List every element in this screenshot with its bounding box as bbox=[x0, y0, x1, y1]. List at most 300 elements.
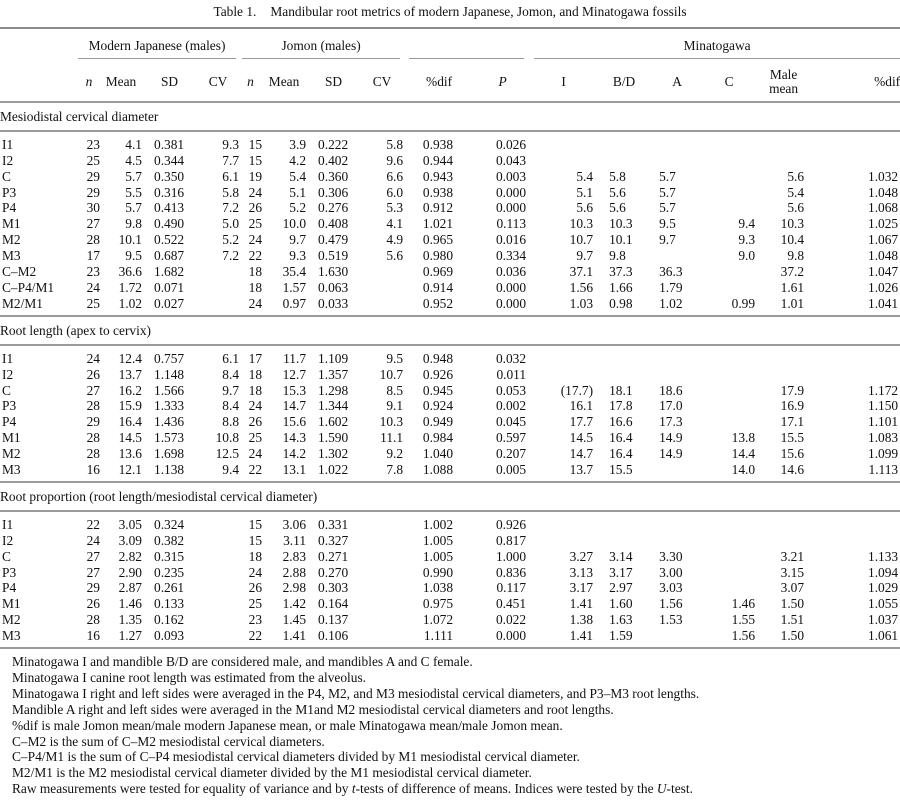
table-cell: 0.005 bbox=[495, 462, 527, 478]
table-cell: 3.11 bbox=[283, 532, 307, 548]
column-header: Male mean bbox=[769, 66, 799, 97]
table-cell: 3.07 bbox=[780, 580, 805, 596]
table-cell: 1.000 bbox=[495, 548, 527, 564]
table-cell: 0.757 bbox=[154, 350, 185, 366]
table-cell: 19 bbox=[248, 168, 263, 184]
table-cell: 22 bbox=[248, 248, 263, 264]
table-cell: 17.7 bbox=[569, 414, 594, 430]
table-cell: 16 bbox=[86, 628, 100, 644]
table-cell: 1.61 bbox=[780, 279, 805, 295]
table-cell: 1.005 bbox=[422, 532, 454, 548]
table-cell: 15.5 bbox=[609, 462, 633, 478]
table-cell: 9.7 bbox=[659, 232, 676, 248]
table-cell: 0.479 bbox=[318, 232, 349, 248]
table-cell: 0.334 bbox=[495, 248, 527, 264]
table-row bbox=[0, 280, 900, 296]
table-row bbox=[0, 511, 900, 533]
row-label: M2 bbox=[2, 446, 21, 462]
table-cell: 1.109 bbox=[318, 350, 349, 366]
table-cell: 2.87 bbox=[118, 580, 142, 596]
table-cell: 10.0 bbox=[282, 216, 307, 232]
section-header-row bbox=[0, 316, 900, 345]
table-cell: 1.57 bbox=[282, 279, 307, 295]
table-cell bbox=[361, 549, 403, 565]
footnote-part: t bbox=[351, 781, 356, 797]
table-cell: 1.048 bbox=[868, 184, 899, 200]
table-cell bbox=[361, 596, 403, 612]
table-cell bbox=[530, 367, 597, 383]
table-cell: 3.27 bbox=[569, 548, 594, 564]
table-cell: 9.7 bbox=[576, 248, 594, 264]
table-cell bbox=[755, 533, 812, 549]
table-cell: 9.5 bbox=[659, 216, 676, 232]
table-cell: 1.040 bbox=[422, 446, 454, 462]
table-cell: 25 bbox=[248, 216, 263, 232]
footnote-part: -test. bbox=[666, 781, 693, 797]
table-cell: 1.032 bbox=[868, 168, 899, 184]
group-jomon: Jomon (males) bbox=[239, 28, 403, 63]
table-cell: 29 bbox=[86, 580, 100, 596]
table-cell: 0.949 bbox=[422, 414, 454, 430]
table-cell: 17.9 bbox=[780, 382, 805, 398]
table-cell: 0.597 bbox=[495, 430, 527, 446]
table-cell: 0.331 bbox=[318, 516, 349, 532]
table-cell bbox=[530, 153, 597, 169]
table-cell bbox=[812, 131, 900, 153]
row-label: M2 bbox=[2, 232, 21, 248]
row-label: M2/M1 bbox=[2, 295, 43, 311]
column-header: %dif bbox=[874, 74, 900, 90]
table-cell: 9.7 bbox=[222, 382, 240, 398]
table-cell: 0.027 bbox=[154, 295, 185, 311]
table-cell: 14.5 bbox=[569, 430, 594, 446]
table-row bbox=[0, 345, 900, 367]
table-cell: 1.50 bbox=[780, 628, 805, 644]
table-cell: 13.6 bbox=[118, 446, 142, 462]
footnote: Minatogawa I right and left sides were averaged in the P4, M2, and M3 mesiodistal cervical diameters, and P3–M3 root lengths. bbox=[12, 685, 700, 701]
table-cell: 1.55 bbox=[731, 612, 756, 628]
table-cell: 0.000 bbox=[495, 295, 527, 311]
table-cell: 24 bbox=[86, 532, 100, 548]
table-cell: 1.41 bbox=[569, 596, 594, 612]
table-cell bbox=[530, 345, 597, 367]
table-row bbox=[0, 430, 900, 446]
table-cell: 1.72 bbox=[118, 279, 142, 295]
table-cell: 15.3 bbox=[282, 382, 307, 398]
table-cell: 9.5 bbox=[125, 248, 142, 264]
table-cell: 0.97 bbox=[282, 295, 307, 311]
table-cell: 1.099 bbox=[868, 446, 899, 462]
table-cell: 2.82 bbox=[118, 548, 142, 564]
table-cell: 18 bbox=[248, 366, 263, 382]
table-cell bbox=[361, 296, 403, 316]
table-cell: 22 bbox=[86, 516, 100, 532]
table-cell: 25 bbox=[248, 430, 263, 446]
table-cell: 0.945 bbox=[422, 382, 454, 398]
table-cell: 1.302 bbox=[318, 446, 349, 462]
table-cell: 1.148 bbox=[154, 366, 185, 382]
row-label: P4 bbox=[2, 200, 17, 216]
table-cell: 5.4 bbox=[289, 168, 307, 184]
table-cell: 7.8 bbox=[386, 462, 404, 478]
table-cell: 1.101 bbox=[868, 414, 899, 430]
group-minatogawa: Minatogawa bbox=[530, 28, 900, 63]
table-cell: 24 bbox=[248, 398, 263, 414]
table-cell: 0.451 bbox=[495, 596, 527, 612]
table-cell: 5.4 bbox=[576, 168, 594, 184]
table-cell: 1.03 bbox=[569, 295, 594, 311]
table-cell: 1.02 bbox=[118, 295, 142, 311]
table-cell: 24 bbox=[86, 350, 100, 366]
row-label: I2 bbox=[2, 366, 14, 382]
table-cell: 18.6 bbox=[659, 382, 683, 398]
table-cell bbox=[755, 345, 812, 367]
table-title: Mandibular root metrics of modern Japanese, Jomon, and Minatogawa fossils bbox=[270, 4, 687, 19]
table-cell: 37.2 bbox=[780, 264, 805, 280]
table-cell: 0.98 bbox=[609, 295, 633, 311]
column-header: n bbox=[247, 74, 254, 90]
table-cell: 1.067 bbox=[868, 232, 899, 248]
table-cell: 7.2 bbox=[222, 200, 240, 216]
table-cell: 1.51 bbox=[780, 612, 805, 628]
table-cell: 0.222 bbox=[318, 136, 349, 152]
table-cell: 8.4 bbox=[222, 366, 240, 382]
table-cell: 0.943 bbox=[422, 168, 454, 184]
table-cell: 1.66 bbox=[609, 279, 633, 295]
table-footnotes bbox=[12, 654, 892, 797]
table-cell: 27 bbox=[86, 548, 100, 564]
table-cell bbox=[812, 345, 900, 367]
table-cell: 29 bbox=[86, 414, 100, 430]
table-cell: 1.333 bbox=[154, 398, 185, 414]
table-cell: 0.324 bbox=[154, 516, 185, 532]
table-row bbox=[0, 628, 900, 648]
table-cell: 14.3 bbox=[282, 430, 307, 446]
column-header-row bbox=[0, 63, 900, 102]
group-modern-japanese: Modern Japanese (males) bbox=[78, 28, 239, 63]
table-cell bbox=[361, 580, 403, 596]
table-cell: 16.4 bbox=[118, 414, 142, 430]
table-cell: 10.1 bbox=[118, 232, 142, 248]
table-cell: 0.026 bbox=[495, 136, 527, 152]
table-cell: 5.7 bbox=[125, 168, 142, 184]
table-cell: 6.6 bbox=[386, 168, 404, 184]
table-cell: 1.59 bbox=[609, 628, 633, 644]
table-cell: 4.1 bbox=[386, 216, 404, 232]
section-title: Root length (apex to cervix) bbox=[0, 322, 151, 338]
row-label: P4 bbox=[2, 414, 17, 430]
table-cell: 5.8 bbox=[222, 184, 240, 200]
table-row bbox=[0, 296, 900, 316]
table-cell: 22 bbox=[248, 628, 263, 644]
row-label: I1 bbox=[2, 350, 14, 366]
footnote: Minatogawa I and mandible B/D are considered male, and mandibles A and C female. bbox=[12, 654, 473, 669]
table-cell: 10.3 bbox=[780, 216, 805, 232]
table-row bbox=[0, 169, 900, 185]
table-cell bbox=[651, 367, 703, 383]
table-cell bbox=[197, 580, 239, 596]
table-cell: 28 bbox=[86, 446, 100, 462]
footnote: Minatogawa I canine root length was estimated from the alveolus. bbox=[12, 669, 367, 685]
table-cell bbox=[197, 549, 239, 565]
table-cell: 4.5 bbox=[125, 152, 142, 168]
table-cell: 0.687 bbox=[154, 248, 185, 264]
table-cell bbox=[361, 280, 403, 296]
table-cell: 1.45 bbox=[282, 612, 307, 628]
row-label: P4 bbox=[2, 580, 17, 596]
table-cell: 1.072 bbox=[422, 612, 454, 628]
column-header: SD bbox=[324, 74, 343, 90]
table-cell: 18.1 bbox=[609, 382, 633, 398]
table-cell: 0.000 bbox=[495, 200, 527, 216]
table-cell: 2.88 bbox=[282, 564, 307, 580]
table-cell: 0.270 bbox=[318, 564, 349, 580]
table-cell: 10.1 bbox=[609, 232, 633, 248]
table-cell bbox=[703, 580, 755, 596]
table-cell: 0.000 bbox=[495, 628, 527, 644]
table-cell: 9.5 bbox=[386, 350, 404, 366]
table-cell: 24 bbox=[248, 564, 263, 580]
table-cell bbox=[197, 296, 239, 316]
table-cell: 15.6 bbox=[780, 446, 805, 462]
footnote-part: -tests of difference of means. Indices were tested by the bbox=[355, 781, 657, 797]
table-cell: 1.590 bbox=[318, 430, 349, 446]
table-cell: 12.7 bbox=[282, 366, 307, 382]
table-row bbox=[0, 248, 900, 264]
table-cell: 8.4 bbox=[222, 398, 240, 414]
table-cell: 1.055 bbox=[868, 596, 899, 612]
table-cell: 0.327 bbox=[318, 532, 349, 548]
table-cell: 15 bbox=[248, 532, 263, 548]
table-cell: 9.8 bbox=[787, 248, 805, 264]
table-row bbox=[0, 414, 900, 430]
table-cell: 4.1 bbox=[125, 136, 142, 152]
table-cell: 25 bbox=[86, 295, 100, 311]
row-label: C–P4/M1 bbox=[2, 279, 55, 295]
table-cell: 16.9 bbox=[780, 398, 805, 414]
table-cell: 15 bbox=[248, 136, 263, 152]
table-cell bbox=[755, 367, 812, 383]
table-cell: 0.344 bbox=[154, 152, 185, 168]
table-cell: 1.27 bbox=[118, 628, 142, 644]
table-cell: 5.8 bbox=[386, 136, 404, 152]
table-row bbox=[0, 131, 900, 153]
table-cell: 0.948 bbox=[422, 350, 454, 366]
table-cell: 1.53 bbox=[659, 612, 683, 628]
table-cell bbox=[703, 533, 755, 549]
table-cell: 14.4 bbox=[731, 446, 756, 462]
table-cell: 14.5 bbox=[118, 430, 142, 446]
table-cell: 0.235 bbox=[154, 564, 185, 580]
table-cell bbox=[703, 280, 755, 296]
table-cell: 8.8 bbox=[222, 414, 240, 430]
table-row bbox=[0, 580, 900, 596]
table-cell: 1.138 bbox=[154, 462, 185, 478]
table-cell: 10.8 bbox=[215, 430, 240, 446]
table-cell: 0.914 bbox=[422, 279, 454, 295]
table-cell: 36.3 bbox=[659, 264, 683, 280]
table-cell bbox=[597, 367, 651, 383]
table-cell: 0.99 bbox=[731, 295, 756, 311]
table-cell: 0.207 bbox=[495, 446, 527, 462]
table-cell: 1.002 bbox=[422, 516, 454, 532]
column-header: P bbox=[498, 74, 507, 90]
table-cell: 17.3 bbox=[659, 414, 683, 430]
table-cell: 0.944 bbox=[422, 152, 454, 168]
column-header: %dif bbox=[426, 74, 453, 90]
table-cell: 6.0 bbox=[386, 184, 404, 200]
table-cell: 7.2 bbox=[222, 248, 240, 264]
table-cell: 18 bbox=[248, 382, 263, 398]
table-cell: 0.016 bbox=[495, 232, 527, 248]
table-cell: 0.045 bbox=[495, 414, 527, 430]
table-row bbox=[0, 216, 900, 232]
row-label: I2 bbox=[2, 532, 14, 548]
table-cell bbox=[812, 153, 900, 169]
table-cell: 27 bbox=[86, 216, 100, 232]
table-cell: 1.56 bbox=[731, 628, 756, 644]
table-cell: 0.113 bbox=[496, 216, 527, 232]
footnote: Mandible A right and left sides were averaged in the M1and M2 mesiodistal cervical diameters and root lengths. bbox=[12, 701, 614, 717]
table-cell: 7.7 bbox=[222, 152, 240, 168]
table-cell: 1.357 bbox=[318, 366, 349, 382]
table-cell: 5.6 bbox=[576, 200, 594, 216]
table-cell: 14.7 bbox=[282, 398, 307, 414]
table-cell: 5.6 bbox=[609, 184, 626, 200]
table-cell: 25 bbox=[248, 596, 263, 612]
table-cell bbox=[197, 596, 239, 612]
table-cell bbox=[361, 533, 403, 549]
table-cell: 0.817 bbox=[495, 532, 527, 548]
table-cell: 0.162 bbox=[154, 612, 185, 628]
footnote: M2/M1 is the M2 mesiodistal cervical diameter divided by the M1 mesiodistal cervical diameter. bbox=[12, 765, 532, 781]
table-cell: 1.005 bbox=[422, 548, 454, 564]
column-header: n bbox=[85, 74, 93, 90]
table-cell: 3.13 bbox=[569, 564, 594, 580]
row-label: C bbox=[2, 382, 11, 398]
table-cell: 0.003 bbox=[495, 168, 527, 184]
table-cell: 26 bbox=[86, 366, 100, 382]
table-cell bbox=[755, 131, 812, 153]
table-cell bbox=[812, 367, 900, 383]
table-cell: 1.298 bbox=[318, 382, 349, 398]
table-cell bbox=[703, 367, 755, 383]
table-cell: 0.360 bbox=[318, 168, 349, 184]
group-header-row bbox=[0, 28, 900, 63]
root-metrics-table bbox=[0, 27, 900, 649]
table-cell: 1.038 bbox=[422, 580, 454, 596]
table-cell: 4.2 bbox=[289, 152, 307, 168]
table-cell bbox=[651, 248, 703, 264]
row-label: C bbox=[2, 168, 11, 184]
table-cell: 0.975 bbox=[422, 596, 454, 612]
table-cell: 0.984 bbox=[422, 430, 454, 446]
table-cell: 0.490 bbox=[154, 216, 185, 232]
table-cell bbox=[703, 264, 755, 280]
table-cell: 2.83 bbox=[282, 548, 307, 564]
table-cell: 0.938 bbox=[422, 136, 454, 152]
table-cell: 0.408 bbox=[318, 216, 349, 232]
table-cell bbox=[197, 628, 239, 648]
table-cell bbox=[812, 533, 900, 549]
column-header: Mean bbox=[105, 74, 137, 90]
table-cell: 9.7 bbox=[289, 232, 307, 248]
table-cell: 17.8 bbox=[609, 398, 633, 414]
table-cell: 5.7 bbox=[659, 184, 676, 200]
table-cell bbox=[703, 153, 755, 169]
table-cell: 0.350 bbox=[154, 168, 185, 184]
table-cell: 0.106 bbox=[318, 628, 349, 644]
table-cell: 1.46 bbox=[731, 596, 756, 612]
table-cell: 23 bbox=[86, 264, 100, 280]
table-cell: 9.0 bbox=[738, 248, 756, 264]
table-cell: 9.3 bbox=[738, 232, 756, 248]
table-cell: 0.022 bbox=[495, 612, 527, 628]
column-header: CV bbox=[372, 74, 392, 90]
table-cell: 24 bbox=[248, 184, 263, 200]
column-header: SD bbox=[160, 74, 179, 90]
table-cell: 14.2 bbox=[282, 446, 307, 462]
row-label: M3 bbox=[2, 628, 21, 644]
table-cell: 35.4 bbox=[282, 264, 307, 280]
table-cell: 18 bbox=[248, 264, 263, 280]
table-row bbox=[0, 264, 900, 280]
table-cell: 23 bbox=[86, 136, 100, 152]
table-cell bbox=[651, 345, 703, 367]
table-cell: 10.7 bbox=[569, 232, 594, 248]
table-cell: 0.011 bbox=[496, 366, 527, 382]
table-cell: 0.053 bbox=[495, 382, 527, 398]
row-label: I1 bbox=[2, 136, 14, 152]
table-cell bbox=[597, 533, 651, 549]
footnote-part: U bbox=[656, 781, 667, 797]
table-cell: 26 bbox=[248, 414, 263, 430]
table-cell: 3.15 bbox=[780, 564, 805, 580]
table-cell: 3.09 bbox=[118, 532, 142, 548]
table-cell: 0.402 bbox=[318, 152, 349, 168]
table-cell: 9.3 bbox=[289, 248, 307, 264]
row-label: M3 bbox=[2, 462, 21, 478]
table-cell: 0.033 bbox=[318, 295, 349, 311]
table-cell: 1.41 bbox=[282, 628, 307, 644]
table-cell: 3.9 bbox=[289, 136, 307, 152]
table-cell bbox=[703, 511, 755, 533]
table-cell: 0.965 bbox=[422, 232, 454, 248]
table-cell bbox=[530, 511, 597, 533]
table-cell bbox=[703, 549, 755, 565]
table-cell: 0.261 bbox=[154, 580, 185, 596]
table-cell: 14.6 bbox=[780, 462, 805, 478]
table-cell: 5.7 bbox=[659, 200, 676, 216]
table-cell: 5.0 bbox=[222, 216, 240, 232]
section-title: Mesiodistal cervical diameter bbox=[0, 108, 159, 124]
table-cell bbox=[755, 511, 812, 533]
table-cell: 0.063 bbox=[318, 279, 349, 295]
table-cell: 6.1 bbox=[222, 168, 240, 184]
table-cell: 1.037 bbox=[868, 612, 899, 628]
table-cell: 1.79 bbox=[659, 279, 683, 295]
table-cell: 36.6 bbox=[118, 264, 142, 280]
table-cell: 5.1 bbox=[576, 184, 594, 200]
table-cell: 9.4 bbox=[738, 216, 756, 232]
table-row bbox=[0, 446, 900, 462]
table-cell: 5.8 bbox=[609, 168, 626, 184]
row-label: I2 bbox=[2, 152, 14, 168]
table-cell: 3.06 bbox=[282, 516, 307, 532]
table-cell: 1.061 bbox=[868, 628, 899, 644]
table-cell: 1.436 bbox=[154, 414, 185, 430]
table-cell: 1.56 bbox=[659, 596, 683, 612]
